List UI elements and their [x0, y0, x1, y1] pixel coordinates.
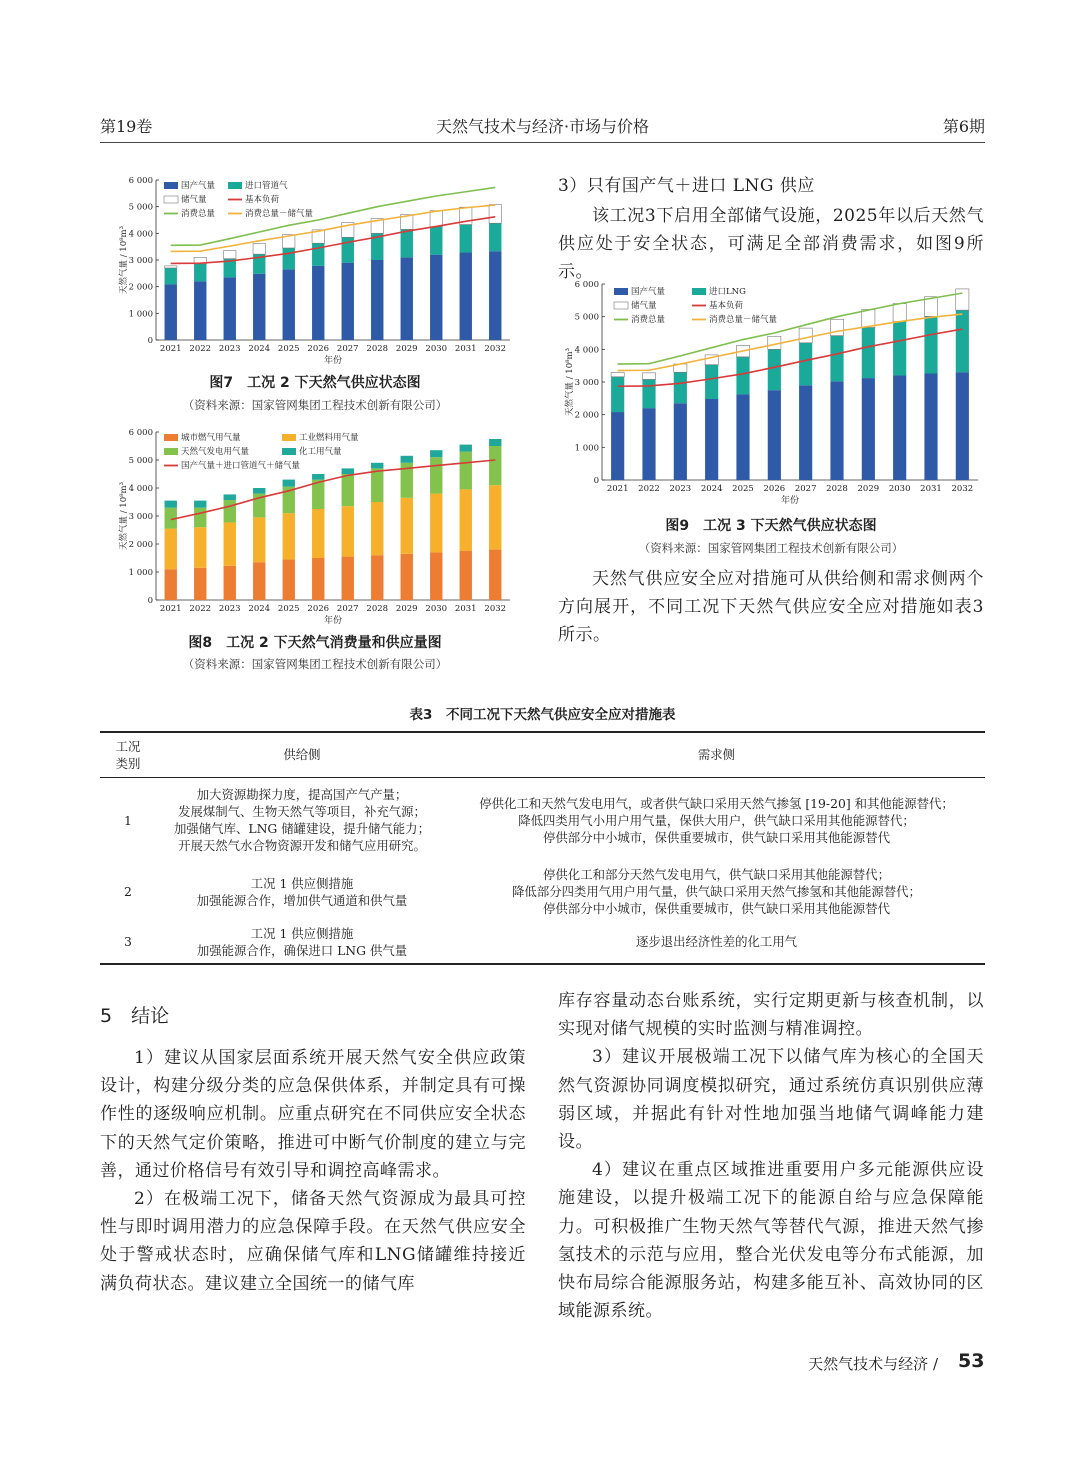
fig9-chart: [558, 272, 984, 508]
bar-fig8-3: [224, 494, 236, 500]
bar-fig9-2: [956, 289, 969, 310]
y-tick-label: 1 000: [128, 568, 153, 578]
bar-fig9-0: [736, 394, 749, 480]
bar-fig9-0: [705, 399, 718, 480]
x-tick-label: 2027: [336, 604, 359, 614]
bar-fig9-0: [642, 408, 655, 480]
bar-fig8-0: [312, 558, 324, 600]
legend-label: 国产气量: [631, 287, 666, 297]
line-fig9-0: [618, 329, 963, 386]
bar-fig7-0: [253, 274, 265, 340]
bar-fig9-1: [705, 365, 718, 399]
x-tick-label: 2028: [366, 344, 389, 354]
bar-fig9-1: [799, 343, 812, 385]
table-cell-case: 1: [124, 812, 132, 828]
y-tick-label: 3 000: [128, 512, 153, 522]
legend-swatch: [282, 434, 296, 441]
table-cell-supply: 加大资源勘探力度，提高国产气产量； 发展煤制气、生物天然气等项目，补充气源； 加强储气库、LNG 储罐建设，提升储气能力； 开展天然气水合物资源开发和储气应用研究。: [174, 787, 430, 854]
x-tick-label: 2030: [425, 344, 448, 354]
legend-label: 国产气量＋进口管道气＋储气量: [181, 461, 301, 471]
fig7-source: （资料来源：国家管网集团工程技术创新有限公司）: [182, 398, 448, 412]
y-tick-label: 1 000: [574, 443, 599, 454]
bar-fig7-1: [460, 225, 472, 253]
bar-fig7-1: [194, 264, 206, 281]
x-tick-label: 2027: [794, 484, 817, 494]
x-tick-label: 2022: [189, 604, 212, 614]
bar-fig9-0: [674, 403, 687, 480]
bar-fig7-0: [371, 260, 383, 340]
bar-fig7-0: [401, 257, 413, 340]
bar-fig8-2: [224, 500, 236, 522]
bar-fig8-3: [430, 450, 442, 457]
bar-fig8-0: [253, 562, 265, 600]
bar-fig7-0: [489, 251, 501, 340]
bar-fig7-1: [283, 248, 295, 269]
y-tick-label: 3 000: [574, 378, 599, 388]
legend-label: 消费总量: [631, 315, 666, 325]
bar-fig7-0: [342, 263, 354, 340]
bar-fig8-1: [194, 527, 206, 568]
x-tick-label: 2025: [732, 484, 754, 494]
figure-7: [100, 168, 520, 368]
bar-fig8-1: [283, 513, 295, 559]
fig7-caption: 图7 工况 2 下天然气供应状态图: [209, 375, 421, 391]
x-tick-label: 2021: [159, 604, 182, 614]
legend-label: 城市燃气用气量: [181, 433, 241, 443]
table-cell-supply: 工况 1 供应侧措施 加强能源合作，增加供气通道和供气量: [196, 875, 408, 908]
bar-fig8-0: [401, 554, 413, 600]
right-para-3: 天然气供应安全应对措施可从供给侧和需求侧两个方向展开，不同工况下天然气供应安全应对措施如表3所示。: [558, 569, 984, 646]
bar-fig8-0: [194, 568, 206, 600]
header-volume: 第19卷: [100, 117, 153, 136]
y-axis-label: 天然气量 / 10⁸m³: [119, 482, 129, 550]
bar-fig7-0: [312, 266, 324, 340]
x-tick-label: 2030: [888, 484, 911, 494]
y-tick-label: 3 000: [128, 256, 153, 266]
table-row: [100, 777, 985, 863]
fig9-source: （资料来源：国家管网集团工程技术创新有限公司）: [638, 541, 904, 555]
fig8-source: （资料来源：国家管网集团工程技术创新有限公司）: [182, 657, 448, 671]
y-axis-label: 天然气量 / 10⁸m³: [565, 348, 575, 416]
conclusion-paragraph: 3）建议开展极端工况下以储气库为核心的全国天然气资源协同调度模拟研究，通过系统仿真识别供应薄弱区域，并据此有针对性地加强当地储气调峰能力建设。: [558, 1047, 984, 1153]
table-cell-supply: 工况 1 供应侧措施 加强能源合作，确保进口 LNG 供气量: [196, 925, 408, 958]
bar-fig9-0: [768, 390, 781, 480]
legend-label: 进口LNG: [709, 287, 746, 297]
legend-swatch: [692, 288, 706, 295]
bar-fig8-1: [430, 494, 442, 553]
y-tick-label: 4 000: [128, 484, 153, 494]
bar-fig9-1: [830, 336, 843, 382]
bar-fig8-3: [342, 468, 354, 474]
bar-fig9-2: [830, 319, 843, 335]
page-number: 53: [958, 1350, 985, 1372]
bar-fig7-2: [165, 266, 177, 268]
bar-fig7-1: [430, 227, 442, 255]
x-tick-label: 2023: [218, 344, 241, 354]
x-tick-label: 2024: [700, 484, 723, 494]
bar-fig8-2: [430, 457, 442, 493]
y-tick-label: 4 000: [574, 345, 599, 356]
y-axis-label: 天然气量 / 10⁸m³: [119, 226, 129, 294]
bar-fig8-1: [489, 485, 501, 549]
bar-fig8-0: [430, 552, 442, 600]
legend-swatch: [228, 182, 242, 189]
bar-fig8-1: [460, 489, 472, 551]
legend-label: 基本负荷: [245, 195, 280, 205]
y-tick-label: 2 000: [574, 410, 599, 421]
bar-fig9-1: [893, 322, 906, 376]
bar-fig8-3: [401, 456, 413, 463]
footer-journal: 天然气技术与经济 /: [808, 1355, 938, 1373]
y-tick-label: 4 000: [128, 229, 153, 240]
x-axis-label: 年份: [323, 356, 343, 366]
table-row: [100, 920, 985, 964]
bar-fig8-0: [371, 555, 383, 600]
legend-label: 消费总量: [181, 209, 216, 219]
bar-fig9-0: [862, 378, 875, 480]
bar-fig8-1: [253, 517, 265, 562]
y-tick-label: 2 000: [128, 282, 153, 293]
y-tick-label: 0: [147, 596, 153, 606]
x-tick-label: 2031: [920, 484, 942, 494]
bar-fig7-2: [253, 243, 265, 254]
table-cell-demand: 停供化工和部分天然气发电用气，供气缺口采用其他能源替代； 降低部分四类用气用户用气量，供气缺口采用天然气掺氢和其他能源替代； 停供部分中小城市，保供重要城市，供气缺口采用其他能源替代: [512, 867, 921, 916]
bar-fig8-2: [371, 468, 383, 502]
x-tick-label: 2032: [484, 344, 507, 354]
x-tick-label: 2029: [395, 604, 418, 614]
x-tick-label: 2026: [307, 604, 330, 614]
bar-fig7-0: [430, 255, 442, 340]
bar-fig9-1: [611, 377, 624, 412]
table-cell-demand: 逐步退出经济性差的化工用气: [635, 934, 798, 949]
bar-fig9-1: [642, 379, 655, 408]
conclusion-paragraph: 2）在极端工况下，储备天然气资源成为最具可控性与即时调用潜力的应急保障手段。在天然气供应安全处于警戒状态时，应确保储气库和LNG储罐维持接近满负荷状态。建议建立全国统一的储气库: [100, 1189, 526, 1294]
bar-fig8-1: [371, 502, 383, 555]
bar-fig8-2: [460, 452, 472, 490]
conclusion-right: [558, 987, 984, 1325]
bar-fig7-0: [460, 253, 472, 340]
header-issue: 第6期: [942, 117, 985, 136]
legend-label: 进口管道气: [245, 181, 288, 191]
bar-fig9-1: [674, 372, 687, 403]
conclusion-paragraph: 1）建议从国家层面系统开展天然气安全供应政策设计，构建分级分类的应急保供体系，并制定具有可操作性的逐级响应机制。应重点研究在不同供应安全状态下的天然气定价策略，推进可中断气价制度的建立与完善，通过价格信号有效引导和调控高峰需求。: [100, 1048, 526, 1181]
y-tick-label: 5 000: [128, 456, 153, 466]
legend-label: 天然气发电用气量: [181, 447, 250, 457]
bar-fig7-2: [224, 251, 236, 259]
y-tick-label: 6 000: [574, 280, 599, 290]
legend-swatch: [164, 196, 178, 203]
x-tick-label: 2030: [425, 604, 448, 614]
bar-fig8-1: [224, 522, 236, 565]
bar-fig7-0: [283, 269, 295, 340]
x-tick-label: 2031: [454, 344, 477, 354]
legend-label: 化工用气量: [299, 447, 342, 457]
fig7-chart: [100, 168, 520, 368]
bar-fig7-1: [401, 229, 413, 257]
bar-fig9-0: [893, 375, 906, 480]
bar-fig8-1: [401, 498, 413, 554]
bar-fig8-2: [489, 446, 501, 485]
x-axis-label: 年份: [323, 616, 343, 626]
legend-label: 国产气量: [181, 181, 216, 191]
bar-fig7-0: [224, 277, 236, 340]
legend-swatch: [282, 448, 296, 455]
line-fig7-1: [171, 187, 496, 245]
y-tick-label: 5 000: [574, 312, 599, 323]
table-cell-demand: 停供化工和天然气发电用气，或者供气缺口采用天然气掺氢 [19-20] 和其他能源替代； 降低四类用气小用户用气量，保供大用户，供气缺口采用其他能源替代； 停供部分中小城市，保供重要城市，供气缺口采用其他能源替代: [479, 795, 954, 845]
x-tick-label: 2023: [218, 604, 241, 614]
line-fig9-2: [618, 314, 963, 371]
bar-fig7-1: [489, 223, 501, 251]
bar-fig8-2: [194, 508, 206, 528]
legend-swatch: [164, 182, 178, 189]
bar-fig9-1: [768, 349, 781, 390]
line-fig9-1: [618, 293, 963, 364]
legend-swatch: [614, 288, 628, 295]
bar-fig9-0: [924, 374, 937, 480]
x-tick-label: 2021: [606, 484, 629, 494]
y-tick-label: 1 000: [128, 309, 153, 320]
bar-fig7-2: [430, 211, 442, 227]
x-tick-label: 2028: [366, 604, 389, 614]
y-tick-label: 0: [593, 476, 599, 486]
bar-fig9-0: [611, 412, 624, 480]
y-tick-label: 0: [147, 336, 153, 346]
bar-fig9-1: [956, 310, 969, 372]
table-row: [100, 863, 985, 920]
legend-swatch: [614, 302, 628, 309]
bar-fig8-3: [194, 501, 206, 508]
bar-fig8-3: [165, 501, 177, 508]
y-tick-label: 6 000: [128, 428, 153, 438]
table-header-supply: 供给侧: [283, 747, 321, 763]
x-tick-label: 2022: [638, 484, 660, 494]
bar-fig7-1: [165, 268, 177, 285]
table-header-demand: 需求侧: [697, 747, 736, 763]
bar-fig8-3: [283, 480, 295, 487]
x-tick-label: 2026: [763, 484, 786, 494]
conclusion-left: [100, 1044, 526, 1298]
table3: [100, 731, 985, 965]
bar-fig8-0: [224, 566, 236, 600]
x-tick-label: 2028: [826, 484, 848, 494]
bar-fig9-2: [862, 309, 875, 327]
bar-fig8-0: [460, 551, 472, 600]
bar-fig8-1: [165, 529, 177, 570]
bar-fig8-0: [489, 550, 501, 600]
legend-swatch: [164, 434, 178, 441]
bar-fig9-1: [924, 316, 937, 373]
bar-fig8-1: [342, 506, 354, 556]
legend-label: 基本负荷: [709, 301, 744, 311]
bar-fig8-0: [165, 569, 177, 600]
bar-fig8-2: [342, 474, 354, 506]
fig8-chart: [100, 420, 520, 630]
x-tick-label: 2027: [336, 344, 359, 354]
bar-fig7-2: [489, 205, 501, 224]
bar-fig9-2: [893, 304, 906, 322]
section-title: 5 结论: [100, 1005, 170, 1027]
header-rule: [100, 142, 985, 143]
right-para-1: 3）只有国产气＋进口 LNG 供应: [558, 176, 815, 196]
bar-fig8-0: [283, 559, 295, 600]
bar-fig9-1: [862, 327, 875, 378]
right-para-2: 该工况3下启用全部储气设施，2025年以后天然气供应处于安全状态，可满足全部消费需求，如图9所示。: [558, 206, 984, 283]
conclusion-paragraph: 4）建议在重点区域推进重要用户多元能源供应设施建设，以提升极端工况下的能源自给与应急保障能力。可积极推广生物天然气等替代气源，推进天然气掺氢技术的示范与应用，整合光伏发电等分布式能源，加快布局综合能源服务站，构建多能互补、高效协同的区域能源系统。: [558, 1160, 984, 1322]
x-tick-label: 2023: [669, 484, 692, 494]
legend-label: 工业燃料用气量: [299, 433, 359, 443]
bar-fig9-0: [956, 372, 969, 480]
x-tick-label: 2032: [951, 484, 974, 494]
bar-fig9-2: [642, 373, 655, 380]
x-tick-label: 2029: [857, 484, 880, 494]
table-cell-case: 3: [124, 934, 132, 949]
x-axis-label: 年份: [780, 496, 800, 506]
x-tick-label: 2031: [454, 604, 477, 614]
legend-label: 消费总量－储气量: [245, 209, 314, 219]
x-tick-label: 2025: [277, 344, 300, 354]
y-tick-label: 6 000: [128, 176, 153, 186]
table3-title: 表3 不同工况下天然气供应安全应对措施表: [409, 707, 676, 723]
figure-9: [558, 272, 984, 508]
fig8-caption: 图8 工况 2 下天然气消费量和供应量图: [188, 635, 442, 651]
x-tick-label: 2024: [248, 344, 271, 354]
bar-fig9-2: [799, 328, 812, 343]
bar-fig7-0: [194, 281, 206, 340]
legend-label: 消费总量－储气量: [709, 315, 778, 325]
x-tick-label: 2032: [484, 604, 507, 614]
legend-swatch: [164, 448, 178, 455]
bar-fig8-3: [460, 445, 472, 452]
bar-fig8-3: [489, 439, 501, 446]
fig9-caption: 图9 工况 3 下天然气供应状态图: [665, 518, 877, 534]
header-journal: 天然气技术与经济·市场与价格: [435, 117, 650, 136]
bar-fig9-1: [736, 357, 749, 395]
x-tick-label: 2022: [189, 344, 212, 354]
table-cell-case: 2: [124, 884, 132, 899]
legend-label: 储气量: [181, 195, 207, 205]
x-tick-label: 2029: [395, 344, 418, 354]
bar-fig9-0: [830, 381, 843, 480]
x-tick-label: 2021: [159, 344, 182, 354]
bar-fig9-2: [611, 373, 624, 377]
bar-fig7-0: [165, 285, 177, 340]
figure-8: [100, 420, 520, 630]
bar-fig8-3: [312, 474, 324, 480]
bar-fig8-1: [312, 509, 324, 558]
bar-fig8-3: [253, 488, 265, 494]
conclusion-paragraph: 库存容量动态台账系统，实行定期更新与核查机制，以实现对储气规模的实时监测与精准调控。: [558, 991, 984, 1040]
y-tick-label: 5 000: [128, 202, 153, 213]
x-tick-label: 2025: [277, 604, 300, 614]
y-tick-label: 2 000: [128, 540, 153, 550]
legend-label: 储气量: [631, 301, 657, 311]
x-tick-label: 2026: [307, 344, 330, 354]
x-tick-label: 2024: [248, 604, 271, 614]
bar-fig8-0: [342, 557, 354, 600]
table-header-case: 工况 类别: [115, 738, 141, 771]
bar-fig8-3: [371, 463, 383, 469]
bar-fig9-0: [799, 385, 812, 480]
